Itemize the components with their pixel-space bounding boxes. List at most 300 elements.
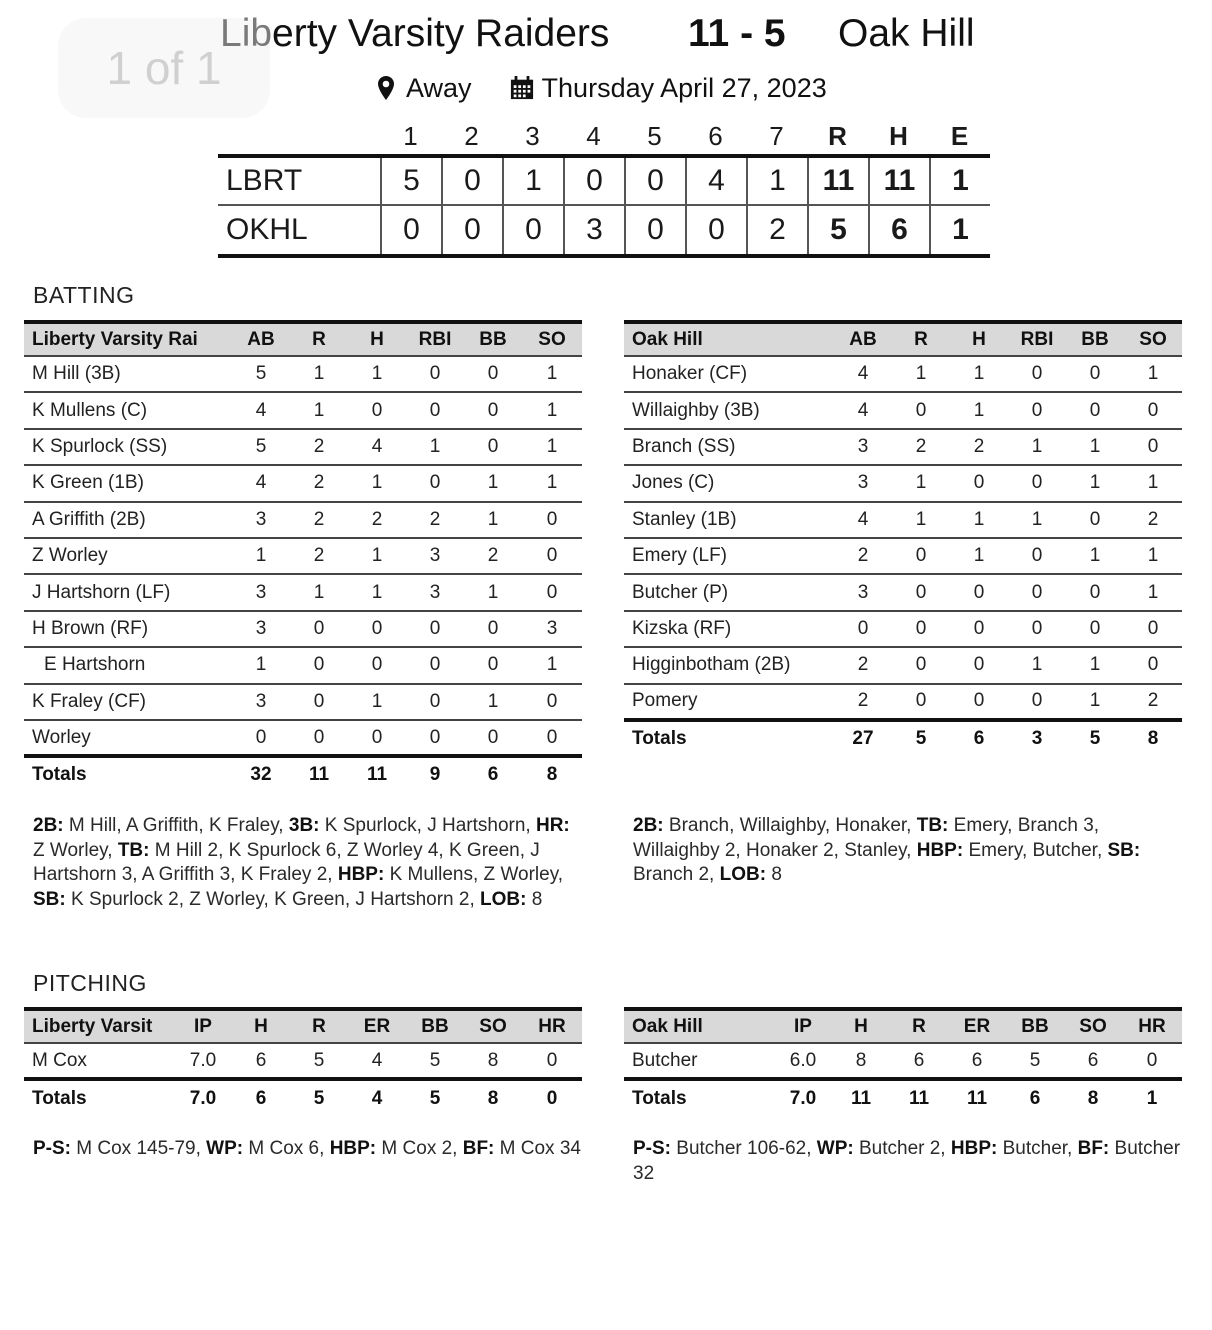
stat-cell: 0: [1066, 611, 1124, 647]
player-name: Z Worley: [24, 538, 232, 574]
stat-cell: 0: [522, 538, 582, 574]
note-text: Emery, Butcher,: [963, 839, 1108, 861]
totals-label: Totals: [632, 728, 687, 750]
stat-cell: 4: [348, 429, 406, 465]
stat-cell: 4: [232, 392, 290, 428]
total-runs: 11: [807, 158, 868, 204]
column-header: R: [290, 1009, 348, 1043]
note-label: SB:: [1107, 839, 1141, 861]
note-text: M Cox 145-79,: [71, 1138, 207, 1159]
note-label: BF:: [1077, 1138, 1110, 1159]
stat-cell: 0: [892, 392, 950, 428]
stat-cell: 0: [1066, 356, 1124, 392]
total-cell: 8: [487, 1087, 499, 1109]
total-cell: 8: [1147, 728, 1159, 750]
team-header: Liberty Varsit: [24, 1009, 174, 1043]
stat-cell: 1: [522, 356, 582, 392]
stat-cell: 3: [232, 502, 290, 538]
total-cell: 6: [487, 764, 499, 786]
stat-cell: 3: [232, 684, 290, 720]
note-label: LOB:: [719, 864, 767, 885]
stat-cell: 1: [950, 502, 1008, 538]
page-indicator: 1 of 1: [58, 18, 270, 118]
total-runs: 5: [807, 206, 868, 254]
stat-cell: 0: [522, 720, 582, 756]
player-name: Higginbotham (2B): [624, 647, 834, 683]
note-label: 3B:: [288, 815, 320, 836]
stat-cell: 1: [1124, 574, 1182, 610]
stat-cell: 0: [1008, 611, 1066, 647]
stat-cell: 1: [950, 538, 1008, 574]
column-header: SO: [1124, 322, 1182, 356]
total-cell: 0: [546, 1087, 558, 1109]
player-name: M Cox: [24, 1043, 174, 1079]
stat-cell: 4: [834, 392, 892, 428]
stat-cell: 0: [406, 647, 464, 683]
stat-cell: 0: [406, 684, 464, 720]
stat-cell: 0: [406, 392, 464, 428]
stat-cell: 1: [892, 465, 950, 501]
stat-cell: 1: [892, 502, 950, 538]
table-row: [24, 684, 582, 720]
column-header: H: [950, 322, 1008, 356]
stat-cell: 0: [1124, 429, 1182, 465]
stat-cell: 6: [890, 1043, 948, 1079]
stat-cell: 5: [406, 1043, 464, 1079]
totals-row: [24, 1079, 582, 1115]
stat-cell: 0: [464, 611, 522, 647]
stat-cell: 2: [1124, 502, 1182, 538]
totals-label: Totals: [32, 1087, 87, 1109]
column-header: IP: [174, 1009, 232, 1043]
table-row: [624, 647, 1182, 683]
inning-6-header: 6: [708, 120, 723, 151]
stat-cell: 1: [522, 647, 582, 683]
inning-2-header: 2: [464, 120, 479, 151]
stat-cell: 1: [950, 392, 1008, 428]
stat-cell: 3: [406, 574, 464, 610]
inning-score: 1: [746, 158, 807, 204]
total-hits: 6: [868, 206, 929, 254]
stat-cell: 6: [948, 1043, 1006, 1079]
home-team-name-rest: erty Varsity Raiders: [272, 12, 610, 55]
stat-cell: 0: [892, 611, 950, 647]
table-row: [624, 1043, 1182, 1079]
note-text: K Spurlock 2, Z Worley, K Green, J Hartshorn 2,: [65, 888, 481, 910]
player-name: Kizska (RF): [624, 611, 834, 647]
stat-cell: 1: [1124, 465, 1182, 501]
stat-cell: 0: [290, 720, 348, 756]
total-cell: 11: [908, 1087, 930, 1109]
player-name: Butcher: [624, 1043, 774, 1079]
stat-cell: 0: [1066, 392, 1124, 428]
stat-cell: 8: [464, 1043, 522, 1079]
note-label: HBP:: [329, 1138, 377, 1159]
note-label: LOB:: [480, 888, 527, 910]
player-name: Jones (C): [624, 465, 834, 501]
stat-cell: 8: [832, 1043, 890, 1079]
table-header-row: [624, 322, 1182, 356]
table-row: [24, 356, 582, 392]
stat-cell: 0: [950, 647, 1008, 683]
total-cell: 5: [429, 1087, 441, 1109]
inning-3-header: 3: [525, 120, 540, 151]
stat-cell: 2: [290, 502, 348, 538]
stat-cell: 2: [290, 465, 348, 501]
totals-row: [624, 720, 1182, 756]
column-header: R: [890, 1009, 948, 1043]
pitching-notes-away: [633, 1137, 1188, 1186]
note-text: Butcher 32: [633, 1138, 1181, 1184]
column-header: SO: [522, 322, 582, 356]
table-header-row: [24, 322, 582, 356]
stat-cell: 0: [950, 574, 1008, 610]
table-row: [624, 392, 1182, 428]
note-label: SB:: [33, 888, 66, 910]
inning-score: 3: [563, 206, 624, 254]
inning-score: 0: [441, 158, 502, 204]
total-cell: 11: [850, 1087, 872, 1109]
total-cell: 6: [973, 728, 985, 750]
team-header: Liberty Varsity Rai: [24, 322, 232, 356]
stat-cell: 1: [950, 356, 1008, 392]
stat-cell: 2: [834, 538, 892, 574]
home-team-name-prefix: Lib: [220, 12, 273, 55]
total-cell: 7.0: [789, 1087, 817, 1109]
stat-cell: 5: [1006, 1043, 1064, 1079]
table-row: [24, 538, 582, 574]
pitching-notes-home: [33, 1137, 588, 1162]
totals-label: Totals: [32, 764, 87, 786]
note-text: M Cox 6,: [243, 1138, 330, 1159]
stat-cell: 0: [1008, 465, 1066, 501]
note-label: 2B:: [633, 815, 664, 836]
stat-cell: 0: [892, 574, 950, 610]
stat-cell: 1: [1066, 684, 1124, 720]
total-cell: 9: [429, 764, 441, 786]
table-row: [624, 574, 1182, 610]
note-text: Butcher 2,: [853, 1138, 951, 1159]
inning-score: 1: [502, 158, 563, 204]
stat-cell: 1: [1066, 429, 1124, 465]
table-row: [24, 429, 582, 465]
inning-score: 0: [624, 206, 685, 254]
table-row: [624, 611, 1182, 647]
note-text: Z Worley,: [33, 839, 118, 861]
pitching-table-away: [624, 1007, 1182, 1116]
note-text: 8: [526, 888, 543, 910]
stat-cell: 0: [464, 356, 522, 392]
column-header: HR: [1122, 1009, 1182, 1043]
total-cell: 11: [966, 1087, 988, 1109]
stat-cell: 2: [348, 502, 406, 538]
inning-1-header: 1: [403, 120, 418, 151]
linescore-header: [218, 118, 990, 154]
errors-header: E: [950, 120, 969, 151]
column-header: H: [232, 1009, 290, 1043]
player-name: K Spurlock (SS): [24, 429, 232, 465]
table-row: [24, 647, 582, 683]
total-cell: 5: [313, 1087, 325, 1109]
stat-cell: 0: [1008, 356, 1066, 392]
stat-cell: 0: [348, 392, 406, 428]
note-label: WP:: [206, 1138, 244, 1159]
note-label: HBP:: [337, 864, 385, 885]
column-header: R: [290, 322, 348, 356]
stat-cell: 1: [348, 356, 406, 392]
stat-cell: 6: [232, 1043, 290, 1079]
player-name: Honaker (CF): [624, 356, 834, 392]
column-header: R: [892, 322, 950, 356]
column-header: SO: [1064, 1009, 1122, 1043]
stat-cell: 4: [834, 356, 892, 392]
column-header: BB: [464, 322, 522, 356]
stat-cell: 0: [464, 429, 522, 465]
stat-cell: 1: [892, 356, 950, 392]
stat-cell: 0: [522, 574, 582, 610]
column-header: BB: [1006, 1009, 1064, 1043]
game-date: Thursday April 27, 2023: [541, 72, 827, 103]
stat-cell: 0: [1008, 392, 1066, 428]
stat-cell: 0: [950, 611, 1008, 647]
stat-cell: 0: [348, 720, 406, 756]
stat-cell: 2: [892, 429, 950, 465]
stat-cell: 5: [232, 356, 290, 392]
stat-cell: 0: [1008, 684, 1066, 720]
note-label: HBP:: [950, 1138, 998, 1159]
stat-cell: 3: [406, 538, 464, 574]
note-label: BF:: [462, 1138, 495, 1159]
player-name: J Hartshorn (LF): [24, 574, 232, 610]
player-name: K Fraley (CF): [24, 684, 232, 720]
note-text: Butcher 106-62,: [671, 1138, 817, 1159]
note-label: P-S:: [633, 1138, 671, 1159]
stat-cell: 2: [834, 647, 892, 683]
stat-cell: 2: [464, 538, 522, 574]
team-header: Oak Hill: [624, 322, 834, 356]
player-name: M Hill (3B): [24, 356, 232, 392]
inning-score: 0: [563, 158, 624, 204]
stat-cell: 0: [1124, 647, 1182, 683]
inning-score: 4: [685, 158, 746, 204]
totals-label: Totals: [632, 1087, 687, 1109]
stat-cell: 0: [290, 611, 348, 647]
stat-cell: 0: [522, 1043, 582, 1079]
stat-cell: 0: [406, 720, 464, 756]
table-row: [24, 392, 582, 428]
stat-cell: 1: [1008, 647, 1066, 683]
column-header: ER: [948, 1009, 1006, 1043]
note-text: 8: [766, 864, 782, 885]
column-header: BB: [1066, 322, 1124, 356]
note-label: 2B:: [33, 815, 64, 836]
stat-cell: 0: [892, 684, 950, 720]
stat-cell: 0: [464, 647, 522, 683]
stat-cell: 1: [348, 465, 406, 501]
stat-cell: 0: [348, 647, 406, 683]
stat-cell: 1: [290, 356, 348, 392]
stat-cell: 2: [290, 538, 348, 574]
column-header: AB: [834, 322, 892, 356]
stat-cell: 1: [232, 647, 290, 683]
stat-cell: 0: [348, 611, 406, 647]
table-row: [624, 356, 1182, 392]
total-cell: 6: [255, 1087, 267, 1109]
batting-table-home: [24, 320, 582, 793]
total-cell: 27: [852, 728, 874, 750]
team-abbr: OKHL: [226, 213, 308, 246]
table-row: [24, 611, 582, 647]
table-row: [24, 720, 582, 756]
inning-score: 0: [380, 206, 441, 254]
inning-5-header: 5: [647, 120, 662, 151]
player-name: K Green (1B): [24, 465, 232, 501]
totals-row: [624, 1079, 1182, 1115]
stat-cell: 2: [290, 429, 348, 465]
batting-table-away: [624, 320, 1182, 756]
column-header: HR: [522, 1009, 582, 1043]
stat-cell: 0: [406, 465, 464, 501]
stat-cell: 0: [1066, 574, 1124, 610]
table-row: [624, 684, 1182, 720]
runs-header: R: [828, 120, 847, 151]
stat-cell: 0: [1008, 538, 1066, 574]
stat-cell: 0: [522, 502, 582, 538]
team-abbr: LBRT: [226, 164, 303, 197]
inning-4-header: 4: [586, 120, 601, 151]
stat-cell: 3: [522, 611, 582, 647]
stat-cell: 0: [406, 611, 464, 647]
stat-cell: 0: [1066, 502, 1124, 538]
player-name: Stanley (1B): [624, 502, 834, 538]
total-errors: 1: [929, 158, 990, 204]
total-cell: 5: [915, 728, 927, 750]
stat-cell: 0: [950, 684, 1008, 720]
stat-cell: 2: [406, 502, 464, 538]
column-header: AB: [232, 322, 290, 356]
total-cell: 11: [308, 764, 330, 786]
column-header: BB: [406, 1009, 464, 1043]
stat-cell: 1: [522, 392, 582, 428]
inning-score: 0: [685, 206, 746, 254]
stat-cell: 1: [1124, 356, 1182, 392]
stat-cell: 1: [1066, 465, 1124, 501]
column-header: H: [348, 322, 406, 356]
stat-cell: 1: [522, 429, 582, 465]
batting-notes-away: [633, 814, 1183, 888]
stat-cell: 4: [232, 465, 290, 501]
note-label: TB:: [117, 839, 150, 861]
note-text: K Spurlock, J Hartshorn,: [319, 815, 536, 836]
note-text: Emery, Branch 3, Willaighby 2, Honaker 2, Stanley,: [633, 815, 1100, 861]
game-title: [0, 10, 1212, 62]
game-info: [374, 70, 827, 106]
stat-cell: 1: [290, 574, 348, 610]
table-row: [24, 574, 582, 610]
note-text: Branch 2,: [633, 864, 720, 885]
note-label: WP:: [816, 1138, 854, 1159]
location-label: Away: [406, 72, 472, 103]
stat-cell: 1: [464, 502, 522, 538]
stat-cell: 0: [892, 538, 950, 574]
note-label: P-S:: [33, 1138, 71, 1159]
note-label: TB:: [916, 815, 949, 836]
final-score: 11 - 5: [688, 12, 786, 55]
stat-cell: 0: [232, 720, 290, 756]
stat-cell: 4: [834, 502, 892, 538]
stat-cell: 7.0: [174, 1043, 232, 1079]
player-name: K Mullens (C): [24, 392, 232, 428]
note-text: M Hill, A Griffith, K Fraley,: [63, 815, 289, 836]
hits-header: H: [889, 120, 908, 151]
linescore-row-home: [218, 154, 990, 204]
stat-cell: 1: [348, 574, 406, 610]
stat-cell: 3: [834, 465, 892, 501]
inning-score: 2: [746, 206, 807, 254]
stat-cell: 1: [232, 538, 290, 574]
inning-score: 0: [441, 206, 502, 254]
table-row: [624, 502, 1182, 538]
stat-cell: 3: [232, 611, 290, 647]
map-pin-icon: [374, 74, 398, 102]
column-header: RBI: [406, 322, 464, 356]
calendar-icon: [510, 74, 534, 102]
stat-cell: 1: [464, 684, 522, 720]
totals-row: [24, 756, 582, 792]
pitching-table-home: [24, 1007, 582, 1116]
table-header-row: [624, 1009, 1182, 1043]
player-name: H Brown (RF): [24, 611, 232, 647]
inning-score: 0: [624, 158, 685, 204]
stat-cell: 6: [1064, 1043, 1122, 1079]
note-text: M Cox 34: [494, 1138, 581, 1159]
linescore-row-away: [218, 204, 990, 254]
stat-cell: 0: [464, 720, 522, 756]
table-row: [624, 538, 1182, 574]
total-cell: 8: [546, 764, 558, 786]
column-header: SO: [464, 1009, 522, 1043]
table-row: [24, 465, 582, 501]
total-cell: 3: [1031, 728, 1043, 750]
stat-cell: 0: [290, 647, 348, 683]
note-text: K Mullens, Z Worley,: [384, 864, 564, 885]
stat-cell: 3: [834, 429, 892, 465]
player-name: Emery (LF): [624, 538, 834, 574]
stat-cell: 0: [1124, 611, 1182, 647]
total-cell: 11: [366, 764, 388, 786]
player-name: A Griffith (2B): [24, 502, 232, 538]
stat-cell: 0: [1122, 1043, 1182, 1079]
stat-cell: 0: [464, 392, 522, 428]
note-text: Butcher,: [997, 1138, 1078, 1159]
total-cell: 32: [250, 764, 272, 786]
note-text: Branch, Willaighby, Honaker,: [663, 815, 917, 836]
home-team-name: [220, 12, 609, 56]
table-row: [624, 429, 1182, 465]
stat-cell: 1: [464, 574, 522, 610]
note-text: M Cox 2,: [376, 1138, 463, 1159]
away-team-name: Oak Hill: [838, 12, 975, 55]
stat-cell: 6.0: [774, 1043, 832, 1079]
stat-cell: 0: [1008, 574, 1066, 610]
column-header: H: [832, 1009, 890, 1043]
stat-cell: 1: [1066, 538, 1124, 574]
note-label: HBP:: [916, 839, 964, 861]
stat-cell: 2: [834, 684, 892, 720]
column-header: RBI: [1008, 322, 1066, 356]
stat-cell: 0: [1124, 392, 1182, 428]
pitching-section-title: PITCHING: [33, 970, 147, 996]
